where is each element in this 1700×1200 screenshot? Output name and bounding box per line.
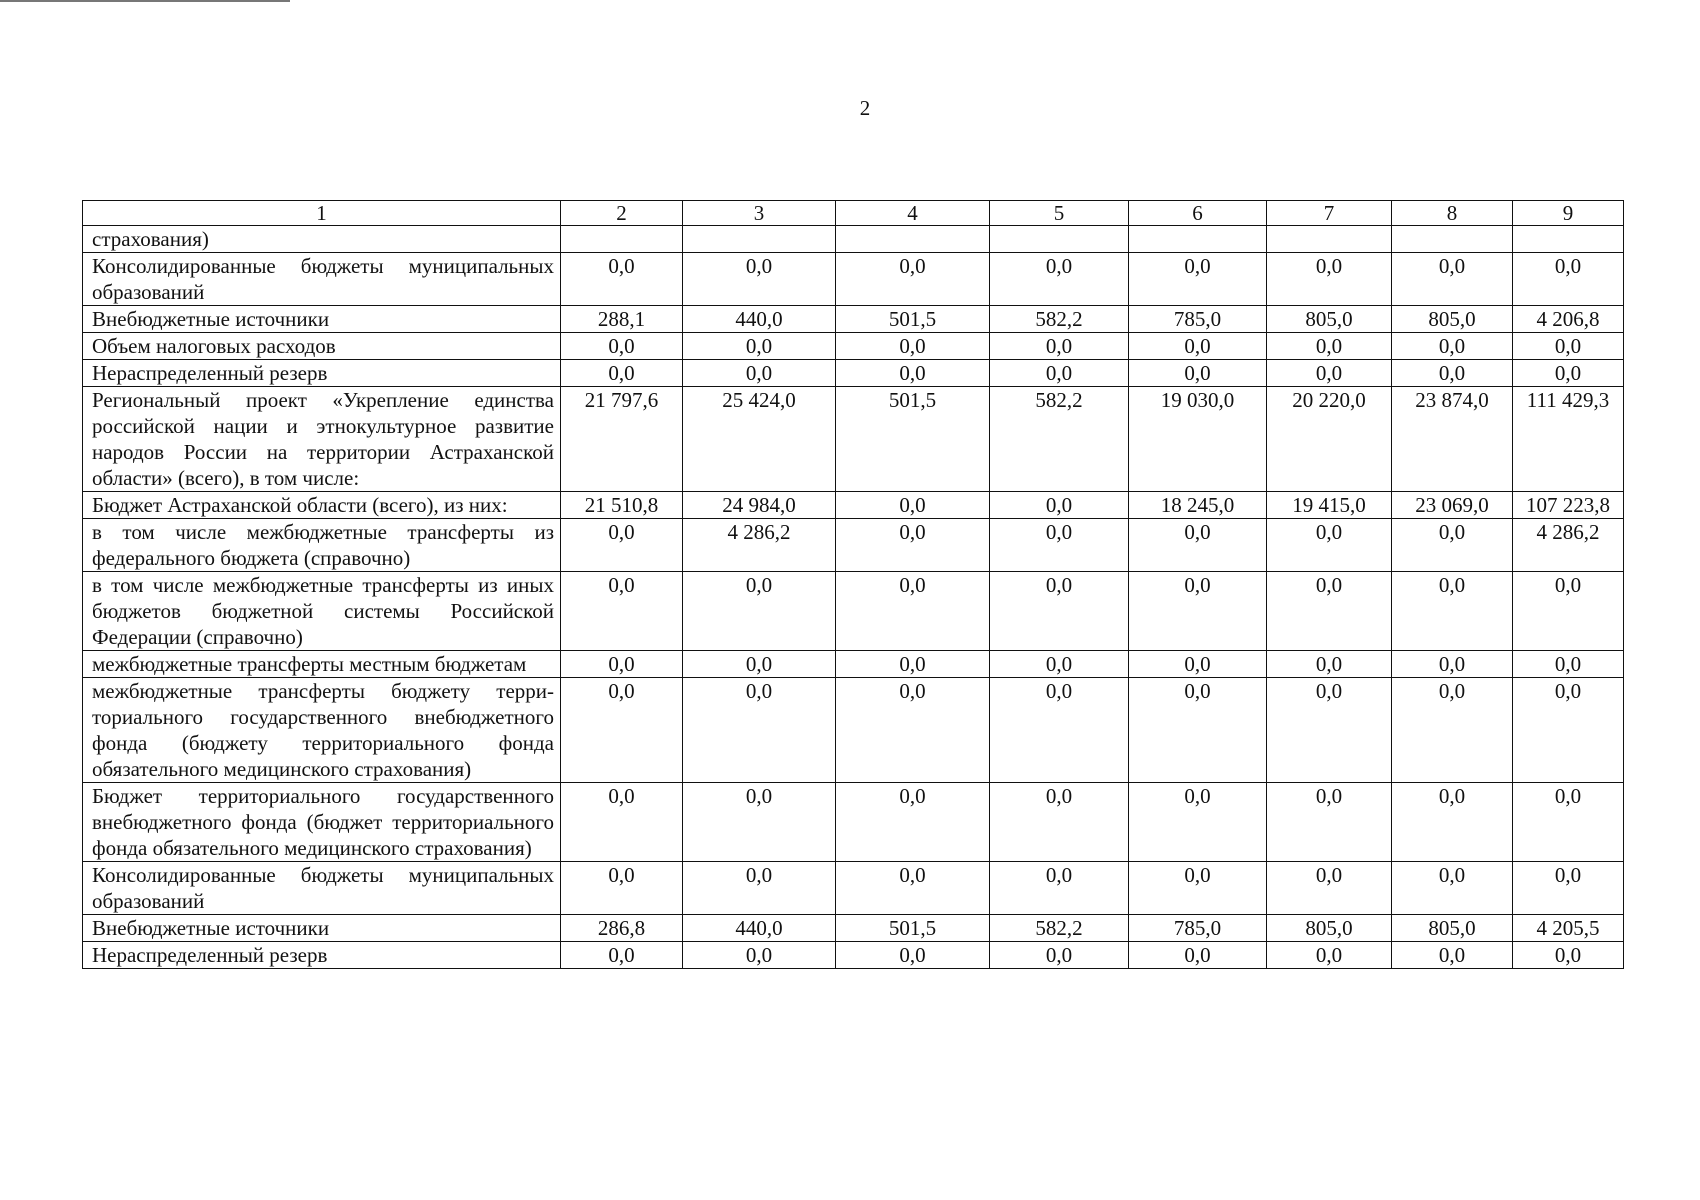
row-label: Нераспределенный резерв xyxy=(83,360,561,387)
value-cell-col-8: 0,0 xyxy=(1392,519,1513,572)
value-cell-col-6: 0,0 xyxy=(1129,333,1267,360)
value-cell-col-7: 0,0 xyxy=(1267,519,1392,572)
value-cell-col-4: 501,5 xyxy=(836,915,990,942)
value-cell-col-7: 20 220,0 xyxy=(1267,387,1392,492)
table-row xyxy=(83,333,1624,360)
value-cell-col-2: 288,1 xyxy=(561,306,683,333)
value-cell-col-5: 582,2 xyxy=(990,915,1129,942)
value-cell-col-7: 0,0 xyxy=(1267,253,1392,306)
value-cell-col-6: 0,0 xyxy=(1129,572,1267,651)
row-label: Внебюджетные источники xyxy=(83,306,561,333)
value-cell-col-7 xyxy=(1267,226,1392,253)
value-cell-col-3: 0,0 xyxy=(683,783,836,862)
value-cell-col-3: 25 424,0 xyxy=(683,387,836,492)
column-number-row xyxy=(83,201,1624,226)
value-cell-col-7: 805,0 xyxy=(1267,915,1392,942)
value-cell-col-6: 0,0 xyxy=(1129,253,1267,306)
value-cell-col-6: 0,0 xyxy=(1129,360,1267,387)
value-cell-col-4: 0,0 xyxy=(836,360,990,387)
value-cell-col-9: 0,0 xyxy=(1513,333,1624,360)
value-cell-col-9: 0,0 xyxy=(1513,942,1624,969)
value-cell-col-8: 23 874,0 xyxy=(1392,387,1513,492)
value-cell-col-3: 0,0 xyxy=(683,862,836,915)
value-cell-col-9: 0,0 xyxy=(1513,862,1624,915)
value-cell-col-4: 0,0 xyxy=(836,651,990,678)
value-cell-col-7: 0,0 xyxy=(1267,651,1392,678)
table-row xyxy=(83,253,1624,306)
value-cell-col-9: 4 286,2 xyxy=(1513,519,1624,572)
value-cell-col-5: 0,0 xyxy=(990,651,1129,678)
value-cell-col-4: 501,5 xyxy=(836,387,990,492)
value-cell-col-3: 440,0 xyxy=(683,306,836,333)
value-cell-col-6: 0,0 xyxy=(1129,862,1267,915)
value-cell-col-3: 440,0 xyxy=(683,915,836,942)
value-cell-col-8 xyxy=(1392,226,1513,253)
value-cell-col-9: 107 223,8 xyxy=(1513,492,1624,519)
value-cell-col-2: 0,0 xyxy=(561,253,683,306)
row-label: Консолидированные бюджеты муниципальных образований xyxy=(83,253,561,306)
value-cell-col-5: 0,0 xyxy=(990,360,1129,387)
value-cell-col-8: 805,0 xyxy=(1392,306,1513,333)
value-cell-col-5: 582,2 xyxy=(990,387,1129,492)
table-row xyxy=(83,651,1624,678)
value-cell-col-7: 0,0 xyxy=(1267,942,1392,969)
row-label: Внебюджетные источники xyxy=(83,915,561,942)
table-row xyxy=(83,360,1624,387)
column-header-9: 9 xyxy=(1513,201,1624,226)
table-row xyxy=(83,915,1624,942)
value-cell-col-2: 0,0 xyxy=(561,651,683,678)
value-cell-col-7: 0,0 xyxy=(1267,862,1392,915)
value-cell-col-8: 0,0 xyxy=(1392,572,1513,651)
value-cell-col-8: 23 069,0 xyxy=(1392,492,1513,519)
value-cell-col-5: 0,0 xyxy=(990,942,1129,969)
value-cell-col-5: 0,0 xyxy=(990,492,1129,519)
column-header-6: 6 xyxy=(1129,201,1267,226)
value-cell-col-4: 501,5 xyxy=(836,306,990,333)
value-cell-col-3: 4 286,2 xyxy=(683,519,836,572)
value-cell-col-5: 0,0 xyxy=(990,862,1129,915)
value-cell-col-4: 0,0 xyxy=(836,333,990,360)
value-cell-col-2: 0,0 xyxy=(561,862,683,915)
value-cell-col-2: 0,0 xyxy=(561,783,683,862)
value-cell-col-2: 0,0 xyxy=(561,942,683,969)
value-cell-col-3: 0,0 xyxy=(683,572,836,651)
value-cell-col-9: 111 429,3 xyxy=(1513,387,1624,492)
value-cell-col-5: 0,0 xyxy=(990,678,1129,783)
value-cell-col-8: 0,0 xyxy=(1392,651,1513,678)
column-header-1: 1 xyxy=(83,201,561,226)
value-cell-col-9: 0,0 xyxy=(1513,253,1624,306)
table-row xyxy=(83,226,1624,253)
value-cell-col-8: 0,0 xyxy=(1392,942,1513,969)
value-cell-col-3: 0,0 xyxy=(683,333,836,360)
budget-table xyxy=(82,200,1624,969)
value-cell-col-2: 0,0 xyxy=(561,678,683,783)
value-cell-col-5: 582,2 xyxy=(990,306,1129,333)
value-cell-col-7: 19 415,0 xyxy=(1267,492,1392,519)
table-row xyxy=(83,942,1624,969)
value-cell-col-5: 0,0 xyxy=(990,519,1129,572)
value-cell-col-3: 0,0 xyxy=(683,360,836,387)
value-cell-col-9 xyxy=(1513,226,1624,253)
column-header-3: 3 xyxy=(683,201,836,226)
value-cell-col-5: 0,0 xyxy=(990,333,1129,360)
row-label: страхования) xyxy=(83,226,561,253)
value-cell-col-3: 0,0 xyxy=(683,253,836,306)
value-cell-col-9: 0,0 xyxy=(1513,783,1624,862)
value-cell-col-5 xyxy=(990,226,1129,253)
column-header-2: 2 xyxy=(561,201,683,226)
value-cell-col-9: 4 205,5 xyxy=(1513,915,1624,942)
value-cell-col-9: 0,0 xyxy=(1513,678,1624,783)
value-cell-col-6: 0,0 xyxy=(1129,678,1267,783)
value-cell-col-8: 0,0 xyxy=(1392,678,1513,783)
value-cell-col-6: 0,0 xyxy=(1129,783,1267,862)
value-cell-col-7: 0,0 xyxy=(1267,678,1392,783)
row-label: Консолидированные бюджеты муниципальных образований xyxy=(83,862,561,915)
value-cell-col-6: 0,0 xyxy=(1129,942,1267,969)
row-label: Нераспределенный резерв xyxy=(83,942,561,969)
value-cell-col-4: 0,0 xyxy=(836,942,990,969)
column-header-8: 8 xyxy=(1392,201,1513,226)
row-label: Объем налоговых расходов xyxy=(83,333,561,360)
value-cell-col-2: 0,0 xyxy=(561,360,683,387)
row-label: Бюджет территориального государственного внебюджетного фонда (бюджет территориального фонда обязательного медицинского страхования) xyxy=(83,783,561,862)
value-cell-col-7: 0,0 xyxy=(1267,572,1392,651)
table-row xyxy=(83,678,1624,783)
table-row xyxy=(83,572,1624,651)
value-cell-col-9: 0,0 xyxy=(1513,572,1624,651)
value-cell-col-9: 0,0 xyxy=(1513,651,1624,678)
value-cell-col-4: 0,0 xyxy=(836,492,990,519)
table-row xyxy=(83,387,1624,492)
value-cell-col-2: 21 797,6 xyxy=(561,387,683,492)
row-label: межбюджетные трансферты местным бюджетам xyxy=(83,651,561,678)
table-row xyxy=(83,492,1624,519)
value-cell-col-7: 0,0 xyxy=(1267,783,1392,862)
row-label: Региональный проект «Укрепление единства российской нации и этнокультурное развитие народов России на территории Астраханской области» (всего), в том числе: xyxy=(83,387,561,492)
value-cell-col-6 xyxy=(1129,226,1267,253)
value-cell-col-7: 0,0 xyxy=(1267,360,1392,387)
value-cell-col-4: 0,0 xyxy=(836,678,990,783)
value-cell-col-2: 286,8 xyxy=(561,915,683,942)
value-cell-col-8: 805,0 xyxy=(1392,915,1513,942)
value-cell-col-3: 24 984,0 xyxy=(683,492,836,519)
value-cell-col-7: 805,0 xyxy=(1267,306,1392,333)
value-cell-col-4: 0,0 xyxy=(836,519,990,572)
value-cell-col-2: 0,0 xyxy=(561,333,683,360)
row-label: в том числе межбюджетные трансферты из федерального бюджета (справочно) xyxy=(83,519,561,572)
value-cell-col-2: 0,0 xyxy=(561,572,683,651)
value-cell-col-8: 0,0 xyxy=(1392,253,1513,306)
table-row xyxy=(83,783,1624,862)
value-cell-col-4 xyxy=(836,226,990,253)
value-cell-col-4: 0,0 xyxy=(836,253,990,306)
value-cell-col-6: 18 245,0 xyxy=(1129,492,1267,519)
value-cell-col-2: 21 510,8 xyxy=(561,492,683,519)
table-row xyxy=(83,306,1624,333)
page-number: 2 xyxy=(859,96,871,120)
row-label: межбюджетные трансферты бюджету территориального государственного внебюджетного фонда (бюджету территориального фонда обязательного медицинского страхования) xyxy=(83,678,561,783)
value-cell-col-6: 785,0 xyxy=(1129,915,1267,942)
value-cell-col-2: 0,0 xyxy=(561,519,683,572)
column-header-4: 4 xyxy=(836,201,990,226)
value-cell-col-8: 0,0 xyxy=(1392,783,1513,862)
column-header-7: 7 xyxy=(1267,201,1392,226)
row-label: Бюджет Астраханской области (всего), из них: xyxy=(83,492,561,519)
value-cell-col-6: 785,0 xyxy=(1129,306,1267,333)
scan-edge-mark xyxy=(0,0,290,2)
table-body xyxy=(83,226,1624,969)
value-cell-col-9: 4 206,8 xyxy=(1513,306,1624,333)
value-cell-col-4: 0,0 xyxy=(836,572,990,651)
column-header-5: 5 xyxy=(990,201,1129,226)
value-cell-col-6: 0,0 xyxy=(1129,519,1267,572)
row-label: в том числе межбюджетные трансферты из иных бюджетов бюджетной системы Российской Федерации (справочно) xyxy=(83,572,561,651)
value-cell-col-7: 0,0 xyxy=(1267,333,1392,360)
value-cell-col-8: 0,0 xyxy=(1392,333,1513,360)
value-cell-col-5: 0,0 xyxy=(990,572,1129,651)
value-cell-col-3: 0,0 xyxy=(683,678,836,783)
value-cell-col-3 xyxy=(683,226,836,253)
value-cell-col-9: 0,0 xyxy=(1513,360,1624,387)
value-cell-col-8: 0,0 xyxy=(1392,862,1513,915)
table-row xyxy=(83,862,1624,915)
value-cell-col-4: 0,0 xyxy=(836,862,990,915)
value-cell-col-3: 0,0 xyxy=(683,942,836,969)
value-cell-col-5: 0,0 xyxy=(990,783,1129,862)
value-cell-col-2 xyxy=(561,226,683,253)
value-cell-col-8: 0,0 xyxy=(1392,360,1513,387)
value-cell-col-6: 19 030,0 xyxy=(1129,387,1267,492)
value-cell-col-3: 0,0 xyxy=(683,651,836,678)
value-cell-col-4: 0,0 xyxy=(836,783,990,862)
value-cell-col-5: 0,0 xyxy=(990,253,1129,306)
table-row xyxy=(83,519,1624,572)
value-cell-col-6: 0,0 xyxy=(1129,651,1267,678)
